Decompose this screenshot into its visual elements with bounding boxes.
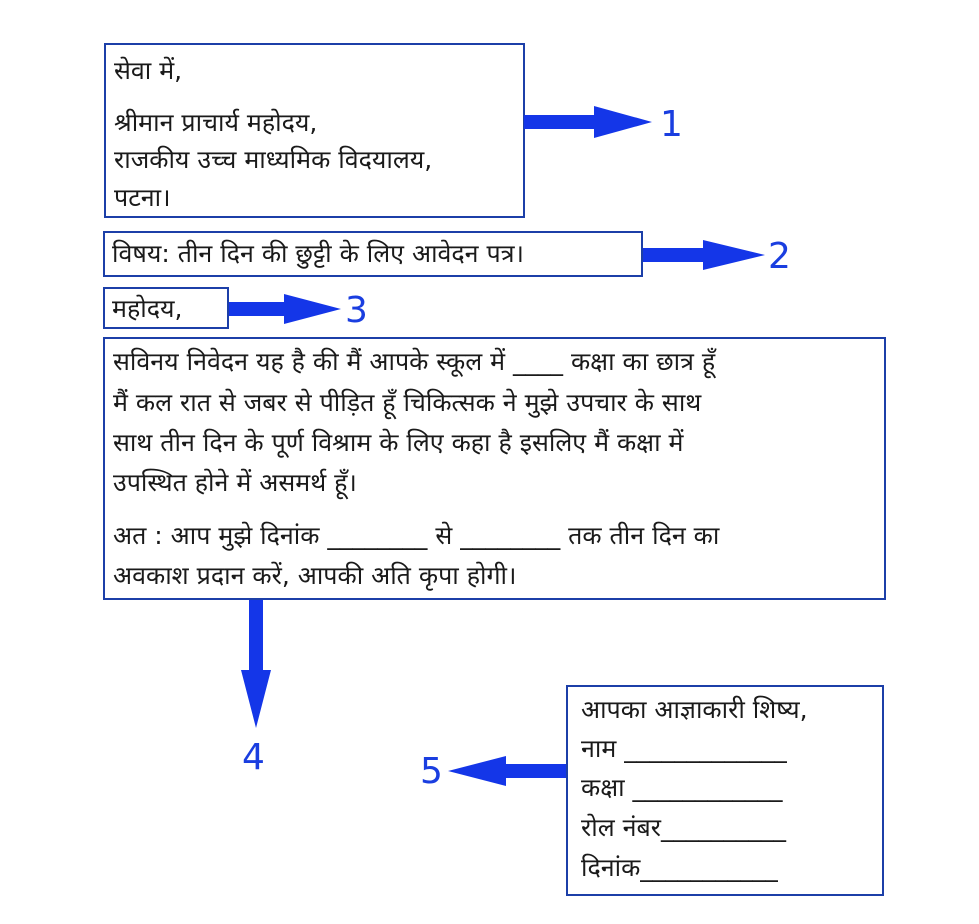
address-line-3: राजकीय उच्च माध्यमिक विदयालय, xyxy=(114,145,433,174)
arrow-down-icon xyxy=(241,600,271,730)
subject-text: विषय: तीन दिन की छुट्टी के लिए आवेदन पत्र। xyxy=(112,239,524,268)
label-number-4: 4 xyxy=(242,737,265,778)
body-p2-line-1: अत : आप मुझे दिनांक ________ से ________ तक तीन दिन का xyxy=(113,521,720,550)
address-line-4: पटना। xyxy=(114,183,171,212)
address-line-2: श्रीमान प्राचार्य महोदय, xyxy=(114,108,318,137)
arrow-left-icon xyxy=(448,756,566,786)
arrow-right-icon xyxy=(643,240,768,270)
label-number-1: 1 xyxy=(660,104,683,145)
label-number-3: 3 xyxy=(345,290,368,331)
salutation-text: महोदय, xyxy=(112,294,183,323)
body-p1-line-4: उपस्थित होने में असमर्थ हूँ। xyxy=(113,468,357,497)
arrow-right-icon xyxy=(229,294,344,324)
closing-line-4: रोल नंबर__________ xyxy=(581,813,786,842)
body-p1-line-2: मैं कल रात से जबर से पीड़ित हूँ चिकित्सक ने मुझे उपचार के साथ xyxy=(113,388,702,417)
closing-line-2: नाम _____________ xyxy=(581,734,787,763)
closing-line-1: आपका आज्ञाकारी शिष्य, xyxy=(581,695,808,724)
label-number-5: 5 xyxy=(420,751,443,792)
closing-line-5: दिनांक___________ xyxy=(581,853,778,882)
body-p2-line-2: अवकाश प्रदान करें, आपकी अति कृपा होगी। xyxy=(113,561,517,590)
arrow-right-icon xyxy=(524,106,654,138)
closing-line-3: कक्षा ____________ xyxy=(581,773,783,802)
address-line-1: सेवा में, xyxy=(114,56,183,85)
label-number-2: 2 xyxy=(768,236,791,277)
body-p1-line-3: साथ तीन दिन के पूर्ण विश्राम के लिए कहा है इसलिए मैं कक्षा में xyxy=(113,428,684,457)
body-p1-line-1: सविनय निवेदन यह है की मैं आपके स्कूल में ____ कक्षा का छात्र हूँ xyxy=(113,347,716,376)
